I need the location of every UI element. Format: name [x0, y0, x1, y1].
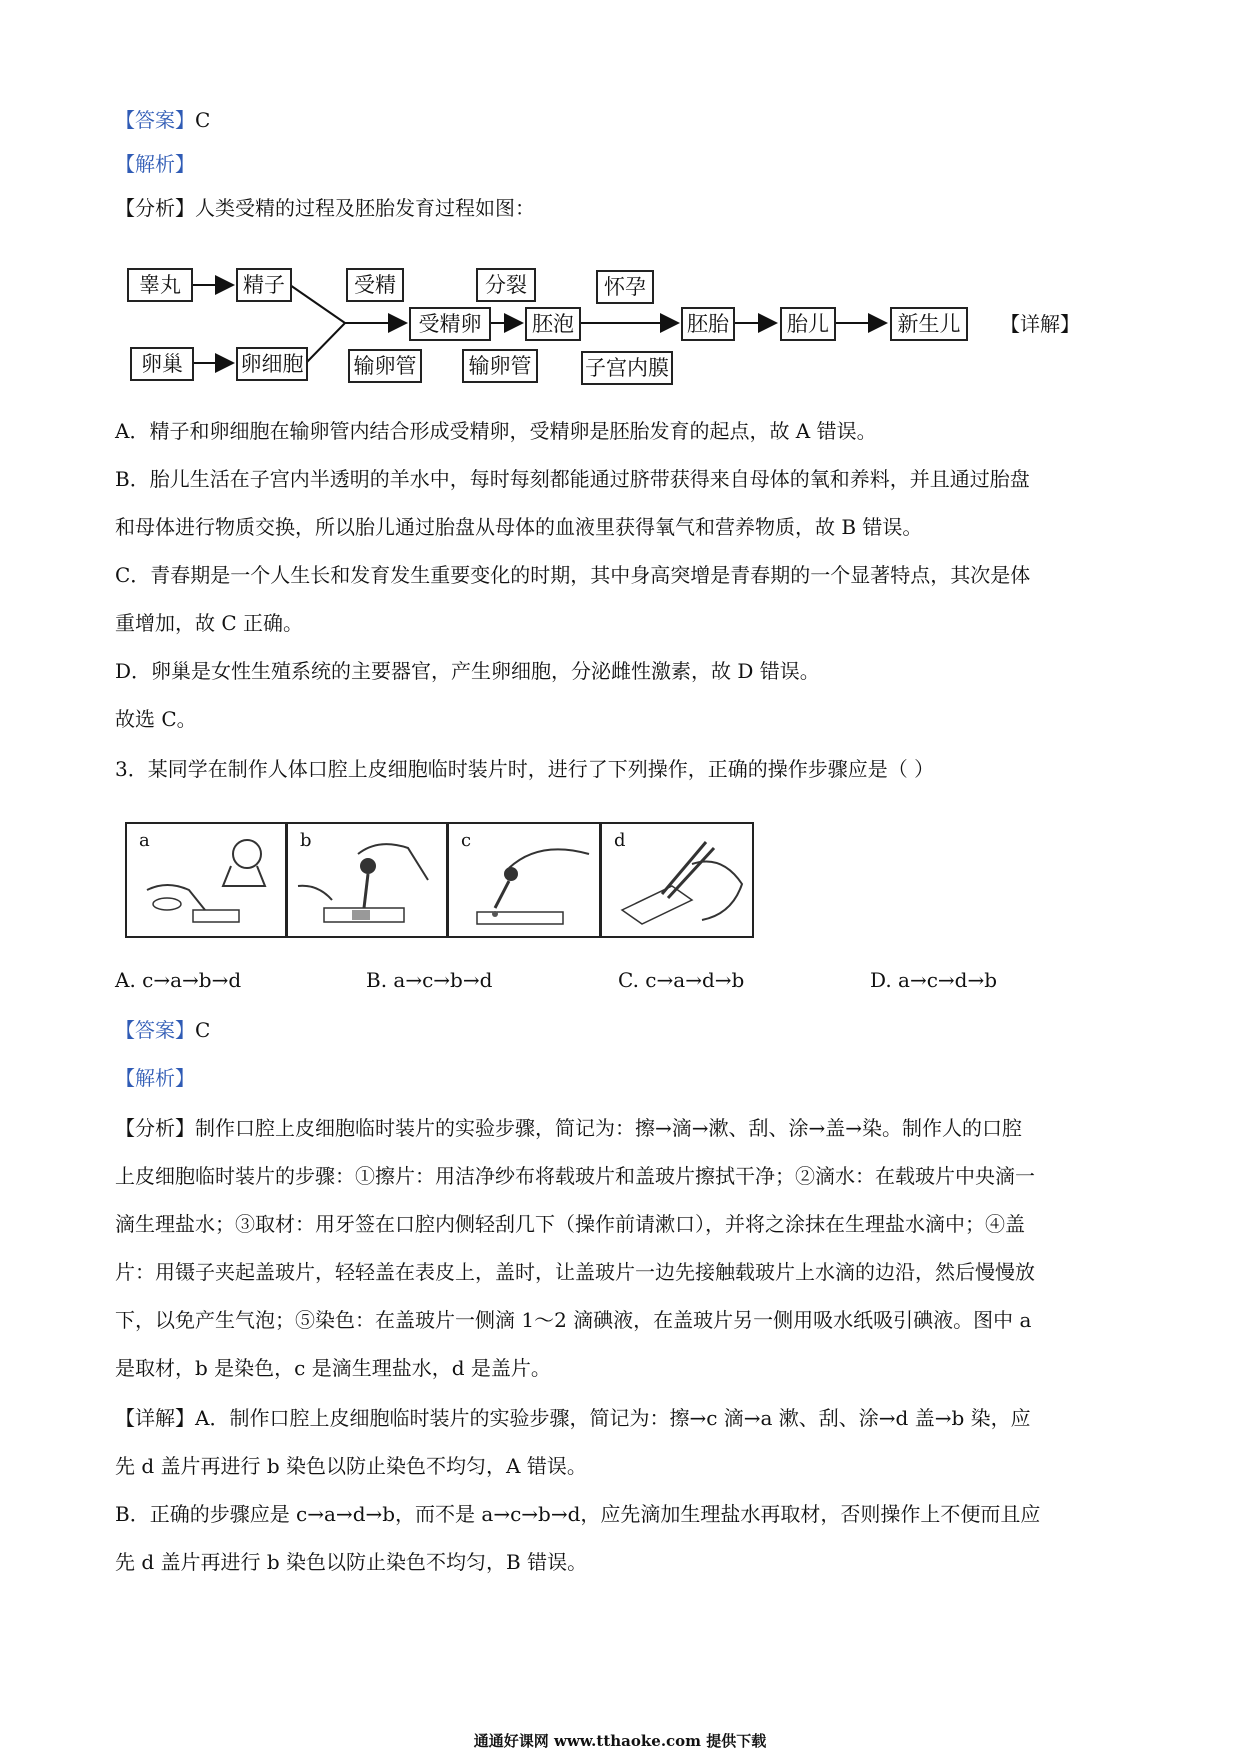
box-zygote: 受精卵 [409, 307, 491, 341]
label-oviduct-1: 输卵管 [348, 349, 422, 383]
q3-answer-value: C [195, 1018, 211, 1042]
photo-label-b: b [300, 830, 312, 851]
photo-label-c: c [461, 830, 472, 851]
photo-d-cover-slip [600, 822, 754, 938]
photo-label-d: d [614, 830, 626, 851]
line-egg-join [306, 323, 345, 363]
photo-b-staining [286, 822, 448, 938]
box-sperm: 精子 [236, 268, 292, 302]
q2-option-c: C．青春期是一个人生长和发育发生重要变化的时期，其中身高突增是青春期的一个显著特点，其次是体 [115, 563, 1031, 587]
q3-detail-line-2: 先 d 盖片再进行 b 染色以防止染色不均匀，A 错误。 [115, 1454, 587, 1478]
detail-heading: 【详解】 [1000, 312, 1080, 336]
jiexi-heading: 【解析】 [115, 152, 195, 176]
q2-option-a: A．精子和卵细胞在输卵管内结合形成受精卵，受精卵是胚胎发育的起点，故 A 错误。 [115, 419, 877, 443]
q3-choice-d: D. a→c→d→b [870, 968, 998, 992]
q3-analysis-line-1: 【分析】制作口腔上皮细胞临时装片的实验步骤，简记为：擦→滴→漱、刮、涂→盖→染。制作人的口腔 [115, 1116, 1023, 1140]
q3-analysis-line-6: 是取材，b 是染色，c 是滴生理盐水，d 是盖片。 [115, 1356, 551, 1380]
q3-analysis-line-4: 片：用镊子夹起盖玻片，轻轻盖在表皮上，盖时，让盖玻片一边先接触载玻片上水滴的边沿，然后慢慢放 [115, 1260, 1035, 1284]
q3-answer-line [115, 1016, 210, 1044]
q2-option-b-cont: 和母体进行物质交换，所以胎儿通过胎盘从母体的血液里获得氧气和营养物质，故 B 错误。 [115, 515, 923, 539]
answer-value: C [195, 108, 211, 132]
illustration-a [127, 824, 285, 936]
q2-option-b: B．胎儿生活在子宫内半透明的羊水中，每时每刻都能通过脐带获得来自母体的氧和养料，并且通过胎盘 [115, 467, 1030, 491]
box-ovary: 卵巢 [130, 347, 194, 381]
line-sperm-join [290, 285, 345, 323]
q3-detail-line-4: 先 d 盖片再进行 b 染色以防止染色不均匀，B 错误。 [115, 1550, 588, 1574]
q2-option-d: D．卵巢是女性生殖系统的主要器官，产生卵细胞，分泌雌性激素，故 D 错误。 [115, 659, 820, 683]
q3-answer-tag: 【答案】 [115, 1018, 195, 1042]
analysis-text: 人类受精的过程及胚胎发育过程如图： [195, 196, 535, 220]
label-oviduct-2: 输卵管 [462, 349, 538, 383]
label-endometrium: 子宫内膜 [581, 351, 673, 385]
q3-analysis-line-3: 滴生理盐水；③取材：用牙签在口腔内侧轻刮几下（操作前请漱口），并将之涂抹在生理盐水滴中；④盖 [115, 1212, 1025, 1236]
illustration-b [288, 824, 446, 936]
analysis-tag: 【分析】 [115, 196, 195, 220]
q3-detail-line-3: B．正确的步骤应是 c→a→d→b，而不是 a→c→b→d，应先滴加生理盐水再取材，否则操作上不便而且应 [115, 1502, 1041, 1526]
q3-choice-b: B. a→c→b→d [366, 968, 493, 992]
q3-analysis-line-5: 下，以免产生气泡；⑤染色：在盖玻片一侧滴 1～2 滴碘液，在盖玻片另一侧用吸水纸吸引碘液。图中 a [115, 1308, 1032, 1332]
box-fetus: 胎儿 [780, 307, 836, 341]
photo-a-scraping-cheek [125, 822, 287, 938]
box-newborn: 新生儿 [890, 307, 968, 341]
photo-label-a: a [139, 830, 150, 851]
page-footer: 通通好课网 www.tthaoke.com 提供下载 [473, 1732, 767, 1750]
photo-c-dropping-saline [447, 822, 601, 938]
label-fertilization: 受精 [346, 268, 404, 302]
illustration-c [449, 824, 599, 936]
label-division: 分裂 [476, 268, 536, 302]
q3-detail-line-1: 【详解】A．制作口腔上皮细胞临时装片的实验步骤，简记为：擦→c 滴→a 漱、刮、涂→d 盖→b 染，应 [115, 1406, 1031, 1430]
answer-tag: 【答案】 [115, 108, 195, 132]
box-egg: 卵细胞 [236, 347, 308, 381]
q3-jiexi-heading: 【解析】 [115, 1066, 195, 1090]
q3-analysis-line-2: 上皮细胞临时装片的步骤：①擦片：用洁净纱布将载玻片和盖玻片擦拭干净；②滴水：在载玻片中央滴一 [115, 1164, 1035, 1188]
q3-choice-c: C. c→a→d→b [618, 968, 745, 992]
q2-conclusion: 故选 C。 [115, 707, 197, 731]
label-pregnancy: 怀孕 [596, 270, 654, 304]
box-testis: 睾丸 [127, 268, 193, 302]
box-embryo: 胚胎 [681, 307, 735, 341]
q3-choice-a: A. c→a→b→d [115, 968, 242, 992]
q3-stem: 3．某同学在制作人体口腔上皮细胞临时装片时，进行了下列操作，正确的操作步骤应是（ ） [115, 757, 935, 781]
q2-option-c-cont: 重增加，故 C 正确。 [115, 611, 304, 635]
box-blastocyst: 胚泡 [525, 307, 581, 341]
